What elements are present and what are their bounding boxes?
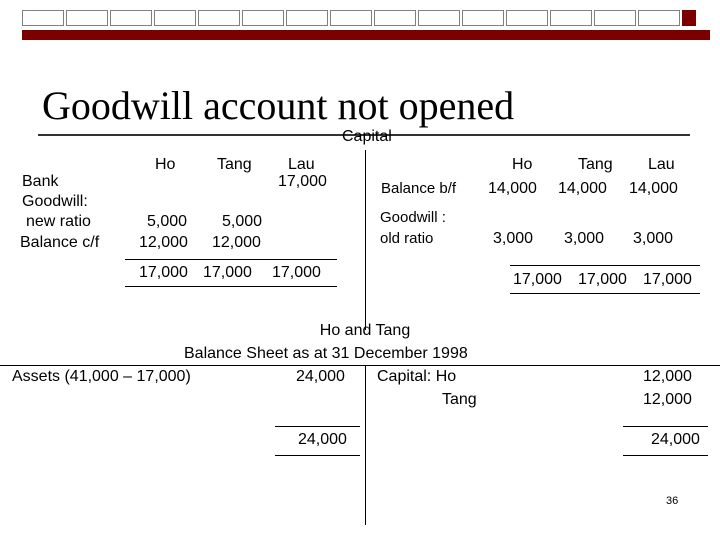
bs-assets-value: 24,000: [296, 368, 345, 385]
bs-right-total: 24,000: [651, 431, 700, 448]
credit-col-lau: Lau: [648, 156, 675, 173]
header-bar: [22, 30, 710, 40]
bs-left-total-bottom-line: [275, 455, 360, 456]
credit-total-tang: 17,000: [578, 271, 627, 288]
credit-value-balbf-tang: 14,000: [558, 180, 607, 197]
bs-left-total-top-line: [275, 426, 360, 427]
credit-value-goodwill-ho: 3,000: [493, 230, 534, 247]
debit-total-tang: 17,000: [203, 264, 252, 281]
balance-sheet-rule: [0, 365, 720, 366]
header-cell: [638, 10, 680, 26]
bs-right-total-bottom-line: [623, 455, 708, 456]
debit-value-newratio-tang: 5,000: [222, 213, 263, 230]
debit-col-ho: Ho: [155, 156, 176, 173]
header-cell: [286, 10, 328, 26]
credit-col-tang: Tang: [578, 156, 613, 173]
debit-total-lau: 17,000: [272, 264, 321, 281]
header-cell: [198, 10, 240, 26]
debit-label-goodwill: Goodwill:: [22, 193, 88, 210]
header-cell: [154, 10, 196, 26]
balance-sheet-entity: Ho and Tang: [319, 322, 411, 339]
header-cell: [506, 10, 548, 26]
bs-capital-ho-value: 12,000: [643, 368, 692, 385]
header-accent: [682, 10, 696, 26]
credit-value-balbf-lau: 14,000: [629, 180, 678, 197]
header-cell: [418, 10, 460, 26]
credit-value-goodwill-tang: 3,000: [564, 230, 605, 247]
bs-capital-tang-value: 12,000: [643, 391, 692, 408]
credit-total-ho: 17,000: [513, 271, 562, 288]
t-account-divider: [365, 150, 366, 330]
debit-value-balcf-ho: 12,000: [139, 234, 188, 251]
bs-capital-ho-label: Capital: Ho: [377, 368, 457, 385]
debit-label-balance-cf: Balance c/f: [20, 234, 100, 251]
header-cell: [66, 10, 108, 26]
debit-total-bottom-line: [125, 286, 337, 287]
header-cell: [242, 10, 284, 26]
header-cell: [594, 10, 636, 26]
bs-right-total-top-line: [623, 426, 708, 427]
debit-total-ho: 17,000: [139, 264, 188, 281]
capital-heading: Capital: [342, 128, 392, 145]
credit-col-ho: Ho: [512, 156, 533, 173]
debit-label-bank: Bank: [22, 173, 59, 190]
credit-label-balance-bf: Balance b/f: [381, 180, 457, 197]
credit-label-old-ratio: old ratio: [380, 230, 434, 247]
debit-value-newratio-ho: 5,000: [147, 213, 188, 230]
header-cell: [374, 10, 416, 26]
header-cell: [22, 10, 64, 26]
header-cell: [550, 10, 592, 26]
header-cell: [110, 10, 152, 26]
header-cell: [462, 10, 504, 26]
credit-value-goodwill-lau: 3,000: [633, 230, 674, 247]
bs-capital-tang-label: Tang: [442, 391, 477, 408]
debit-total-top-line: [125, 259, 337, 260]
bs-left-total: 24,000: [298, 431, 347, 448]
bs-assets-label: Assets (41,000 – 17,000): [12, 368, 191, 385]
debit-value-bank-lau: 17,000: [278, 173, 327, 190]
debit-label-new-ratio: new ratio: [26, 213, 91, 230]
debit-col-tang: Tang: [217, 156, 252, 173]
page-number: 36: [666, 495, 679, 507]
balance-sheet-divider: [365, 365, 366, 525]
credit-value-balbf-ho: 14,000: [488, 180, 537, 197]
header-decoration: [22, 10, 696, 26]
debit-value-balcf-tang: 12,000: [212, 234, 261, 251]
header-cell: [330, 10, 372, 26]
credit-label-goodwill: Goodwill :: [380, 209, 446, 226]
credit-total-lau: 17,000: [643, 271, 692, 288]
balance-sheet-title: Balance Sheet as at 31 December 1998: [184, 345, 468, 362]
credit-total-top-line: [510, 265, 700, 266]
slide-title: Goodwill account not opened: [42, 83, 515, 128]
credit-total-bottom-line: [510, 293, 700, 294]
debit-col-lau: Lau: [288, 156, 315, 173]
